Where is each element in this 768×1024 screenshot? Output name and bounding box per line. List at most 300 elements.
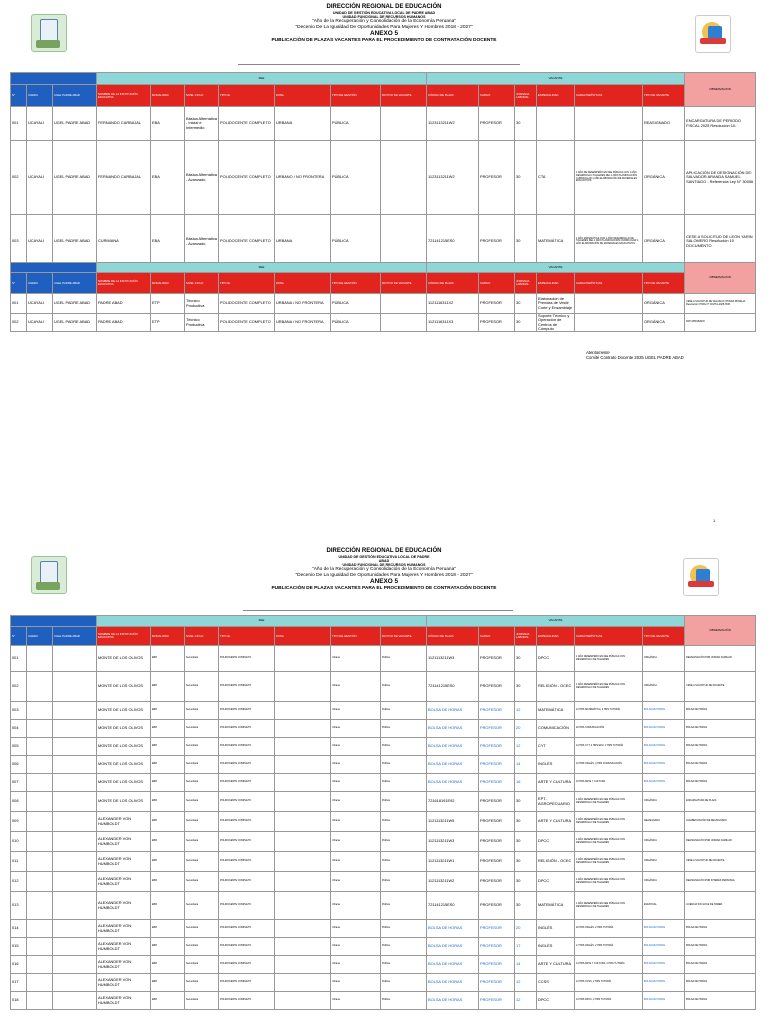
table-cell: POLIDOCENTE COMPLETO [219, 646, 275, 672]
table-cell: Urbana [331, 938, 381, 956]
table-cell: CYT [537, 738, 575, 756]
table-cell: UGEL PADRE ABAD [53, 294, 97, 314]
table-cell [53, 646, 97, 672]
table-cell: Secundaria [185, 956, 219, 974]
table-cell: Urbana [331, 672, 381, 702]
table-cell: 002 [11, 314, 27, 332]
table-cell: ALFABETIZACIÓN DE REASIGNADO [685, 812, 756, 832]
table-cell: BOLSA DE HORAS [685, 774, 756, 792]
table-cell: REASIGNACIÓN POR INTERÉS PERSONAL [685, 872, 756, 892]
table-cell: EBR [151, 774, 185, 792]
page-header [180, 4, 588, 43]
column-header: CÓDIGO DE PLAZA [427, 627, 479, 646]
table-cell: MATEMÁTICA [537, 892, 575, 920]
table-row [11, 774, 756, 792]
observation-header: OBSERVACIÓN [685, 616, 756, 646]
table-cell: 12 [515, 974, 537, 992]
table-cell: BOLSA DE HORAS [685, 720, 756, 738]
table-cell: 20 HRS INGLÉS, 2 HRS TUTORÍA [575, 920, 643, 938]
table-cell: PROFESOR [479, 646, 515, 672]
table-cell: FERNANDO CARBAJAL [97, 107, 151, 141]
table-cell: ORGÁNICA [643, 294, 685, 314]
table-cell [53, 852, 97, 872]
table-cell: UCAYALI [27, 314, 53, 332]
column-header: ESPECIALIDAD [537, 85, 575, 107]
table-cell: REASIGNACIÓN POR UNIDAD FAMILIAR [685, 832, 756, 852]
table-cell: 018 [11, 992, 27, 1010]
table-cell: DPCC [537, 646, 575, 672]
table-cell: POLIDOCENTE COMPLETO [219, 832, 275, 852]
section-header-vacante: VACANTE [427, 263, 685, 273]
table-cell: MATEMÁTICA [537, 215, 575, 269]
table-cell: 1 AÑO DESEMPEÑO EN IIEE PÚBLICA CON DESARROLLO DE TALLERES [575, 792, 643, 812]
table-cell [275, 920, 331, 938]
table-cell: POLIDOCENTE COMPLETO [219, 141, 275, 215]
table-cell: POLIDOCENTE COMPLETO [219, 938, 275, 956]
table-cell: 1 AÑO DESEMPEÑO EN IIEE PÚBLICA CON DESARROLLO DE TALLERES [575, 812, 643, 832]
table-cell: ETP [151, 314, 185, 332]
table-cell: 013 [11, 892, 27, 920]
ugel-logo-left [31, 14, 67, 52]
table-cell: CTA [537, 141, 575, 215]
table-cell [275, 892, 331, 920]
table-cell [27, 702, 53, 720]
table-cell: URBANA / NO FRONTERA [275, 314, 331, 332]
table-row [11, 992, 756, 1010]
table-row [11, 812, 756, 832]
table-cell: ARTE Y CULTURA [537, 812, 575, 832]
table-cell: 1 AÑO DESEMPEÑO EN IIEE PÚBLICA CON DESARROLLO DE TALLERES [575, 646, 643, 672]
column-header: NIVEL CICLO [185, 627, 219, 646]
table-cell: Secundaria [185, 920, 219, 938]
table-cell: Urbana [331, 792, 381, 812]
table-cell: Pública [381, 974, 427, 992]
table-cell: UCAYALI [27, 141, 53, 215]
column-header: ZONA [275, 85, 331, 107]
table-cell: PAP APROBADO [685, 314, 756, 332]
table-cell: 004 [11, 720, 27, 738]
table-cell: POLIDOCENTE COMPLETO [219, 792, 275, 812]
table-cell [27, 646, 53, 672]
table-cell: ALEXANDER VON HUMBOLDT [97, 992, 151, 1010]
table-cell: BOLSA DE HORAS [643, 992, 685, 1010]
table-cell: ALEXANDER VON HUMBOLDT [97, 956, 151, 974]
table-cell: 014 [11, 920, 27, 938]
table-cell: ORGÁNICA [643, 872, 685, 892]
table-cell: CESE A SOLICITUD DE VELASCO CHAVEZ ROSELIA Resolución N°DRL N° 001761-2025-HCB [685, 294, 756, 314]
table-row [11, 294, 756, 314]
table-cell [53, 872, 97, 892]
table-cell: 14 [515, 956, 537, 974]
table-cell: 011 [11, 852, 27, 872]
table-cell [275, 774, 331, 792]
table-cell [275, 832, 331, 852]
table-cell: Urbana [331, 646, 381, 672]
table-cell: Secundaria [185, 872, 219, 892]
table-cell: DPCC [537, 872, 575, 892]
table-cell: PÚBLICA [331, 215, 381, 269]
signature-committee: Comité Contrato Docente 2025 UGEL PADRE ABAD [586, 355, 684, 361]
table-cell: ALEXANDER VON HUMBOLDT [97, 974, 151, 992]
table-row [11, 974, 756, 992]
column-header: MOTIVO DE VACANTE [381, 273, 427, 294]
table-cell: Secundaria [185, 892, 219, 920]
table-cell: Secundaria [185, 938, 219, 956]
column-header: TIPO DE GESTIÓN [331, 627, 381, 646]
table-cell: Urbana [331, 720, 381, 738]
table-cell: Secundaria [185, 974, 219, 992]
table-cell [275, 792, 331, 812]
header-motto2: "Decenio De La Igualdad De Oportunidades Para Mujeres Y Hombres 2018 - 2027" [295, 24, 473, 30]
table-cell: EBR [151, 992, 185, 1010]
column-header: MOTIVO DE VACANTE [381, 627, 427, 646]
column-header: CÓDIGO DE PLAZA [427, 273, 479, 294]
table-cell: PROFESOR [479, 294, 515, 314]
table-cell: BOLSA DE HORAS [685, 956, 756, 974]
table-cell [275, 872, 331, 892]
column-header: JORNADA LABORAL [515, 273, 537, 294]
table-cell: BOLSA DE HORAS [685, 992, 756, 1010]
table-cell: Pública [381, 792, 427, 812]
table-row [11, 756, 756, 774]
table-cell: 1 AÑO DESEMPEÑO EN IIEE PÚBLICA CON DESARROLLO DE TALLERES [575, 892, 643, 920]
table-cell: Pública [381, 956, 427, 974]
table-cell: FERNANDO CARBAJAL [97, 141, 151, 215]
drec-logo-right [683, 558, 719, 596]
table-cell: Urbana [331, 756, 381, 774]
table-cell: EBR [151, 702, 185, 720]
table-cell: URBANA [275, 107, 331, 141]
table-cell: Básica Alternativa - Avanzado [185, 215, 219, 269]
table-cell: Básica Alternativa - Avanzado [185, 141, 219, 215]
header-sub2: UNIDAD FUNCIONAL DE RECURSOS HUMANOS [342, 563, 426, 568]
table-cell [53, 974, 97, 992]
table-cell: 002 [11, 141, 27, 215]
table-cell: UCAYALI [27, 215, 53, 269]
table-cell: UGEL PADRE ABAD [53, 215, 97, 269]
table-cell: Básica Alternativa - Inicial e Intermedio [185, 107, 219, 141]
table-cell: EBR [151, 892, 185, 920]
table-cell: 001 [11, 107, 27, 141]
table-cell: PROFESOR [479, 920, 515, 938]
table-cell: CURIMANA [97, 215, 151, 269]
table-cell: 30 [515, 294, 537, 314]
column-header: MODALIDAD [151, 627, 185, 646]
column-header: UGEDU [27, 627, 53, 646]
table-cell: Urbana [331, 872, 381, 892]
table-cell: PADRE ABAD [97, 294, 151, 314]
table-cell [53, 792, 97, 812]
table-cell: Secundaria [185, 812, 219, 832]
table-cell: INGLÉS [537, 756, 575, 774]
table-cell: 14 HRS ARTE Y CULTURA, 2 HRS TUTORÍA [575, 956, 643, 974]
table-cell: PROFESOR [479, 215, 515, 269]
annex-title: ANEXO 5 [369, 30, 399, 38]
table-cell: 017 [11, 974, 27, 992]
table-cell: ENCARGATURA DE PERIODO FISCAL 2025 Resolución 10- [685, 107, 756, 141]
table-cell: DPCC [537, 832, 575, 852]
table-cell: BOLSA DE HORAS [427, 956, 479, 974]
column-header: MODALIDAD [151, 273, 185, 294]
table-cell: 1 AÑO MATEMÁTICA CON 1 AÑO DESARROLLO DE TALLERES DEL 1 AÑO PLANIFICACIÓN CURRICULAR 1 AÑO ELABORACIÓN DE MATERIALES EDUCATIVOS [575, 215, 643, 269]
header-divider [238, 64, 520, 65]
table-cell: 1121113211W3 [427, 832, 479, 852]
table-cell: BOLSA DE HORAS [685, 756, 756, 774]
table-cell [53, 738, 97, 756]
table-cell: POLIDOCENTE COMPLETO [219, 756, 275, 774]
table-cell [381, 215, 427, 269]
table-cell: BOLSA DE HORAS [643, 774, 685, 792]
table-cell: REASIGNACIÓN POR UNIDAD FAMILIAR [685, 646, 756, 672]
table-cell: PROFESOR [479, 756, 515, 774]
table-cell: Urbana [331, 956, 381, 974]
header-motto1: "Año de la Recuperación y Consolidación de la Economía Peruana" [312, 567, 456, 573]
column-header: CARACTERÍSTICAS [575, 627, 643, 646]
table-cell: 002 [11, 672, 27, 702]
table-cell: POLIDOCENTE COMPLETO [219, 812, 275, 832]
table-cell: 30 [515, 852, 537, 872]
table-cell [575, 314, 643, 332]
page-header [180, 548, 588, 591]
table-cell: PROFESOR [479, 702, 515, 720]
table-cell: POLIDOCENTE COMPLETO [219, 774, 275, 792]
table-cell [53, 832, 97, 852]
table-cell: BOLSA DE HORAS [643, 938, 685, 956]
table-cell: BOLSA DE HORAS [643, 920, 685, 938]
table-cell: 16 HRS ARTE Y CULTURA [575, 774, 643, 792]
table-cell: POLIDOCENTE COMPLETO [219, 974, 275, 992]
table-cell: APLICACIÓN DE DESIGNACIÓN DE: SALVADOR ARANDA SAMUEL SANTIAGO - Referencia Ley N° 30056 [685, 141, 756, 215]
table-cell: 721141215ES0 [427, 672, 479, 702]
table-cell: BOLSA DE HORAS [643, 720, 685, 738]
table-cell: POLIDOCENTE COMPLETO [219, 992, 275, 1010]
page-2 [0, 540, 768, 1024]
column-header: MOTIVO DE VACANTE [381, 85, 427, 107]
header-title: DIRECCIÓN REGIONAL DE EDUCACIÓN [326, 4, 442, 10]
observation-header: OBSERVACION [685, 73, 756, 107]
table-cell: EBR [151, 720, 185, 738]
table-cell [27, 938, 53, 956]
table-cell: COMUNICACIÓN [537, 720, 575, 738]
table-cell: PROFESOR [479, 992, 515, 1010]
column-header: N° [11, 627, 27, 646]
table-cell: 1121116311X2 [427, 294, 479, 314]
column-header: CARACTERÍSTICAS [575, 273, 643, 294]
table-cell: 1121116311X3 [427, 314, 479, 332]
table-row [11, 215, 756, 269]
table-cell: 016 [11, 956, 27, 974]
table-cell [27, 832, 53, 852]
table-cell: BOLSA DE HORAS [643, 756, 685, 774]
table-cell [381, 107, 427, 141]
table-cell: 015 [11, 938, 27, 956]
table-cell: URBANO / NO FRONTERA [275, 141, 331, 215]
table-row [11, 646, 756, 672]
table-cell [27, 872, 53, 892]
table-cell: MONTE DE LOS OLIVOS [97, 738, 151, 756]
table-cell: PROFESOR [479, 774, 515, 792]
table-cell: 008 [11, 792, 27, 812]
table-cell: 1 AÑO DE DESEMPEÑO EN IIEE PÚBLICA CON 1 AÑO DESARROLLO TALLERES DEL 1 AÑO PLANIFICACIÓN CURRICULAR 1 AÑO ELABORACIÓN DE MATERIALES EDUCATIVOS [575, 141, 643, 215]
table-cell: Pública [381, 646, 427, 672]
table-cell: PROFESOR [479, 832, 515, 852]
table-cell: EBR [151, 812, 185, 832]
table-cell: EBR [151, 756, 185, 774]
table-cell: PROFESOR [479, 141, 515, 215]
table-cell: 30 [515, 141, 537, 215]
table-cell: POLIDOCENTE COMPLETO [219, 215, 275, 269]
table-cell: PROFESOR [479, 852, 515, 872]
table-cell: EBR [151, 792, 185, 812]
table-cell: EBR [151, 738, 185, 756]
table-cell [27, 738, 53, 756]
table-cell: 1 AÑO DESEMPEÑO EN IIEE PÚBLICA CON DESARROLLO DE TALLERES [575, 672, 643, 702]
table-cell: 001 [11, 646, 27, 672]
table-cell [27, 720, 53, 738]
section-header-iiee: IIEE [97, 73, 427, 85]
column-header: TIPO IE [219, 627, 275, 646]
table-cell: ORGÁNICA [643, 672, 685, 702]
table-cell: ALEXANDER VON HUMBOLDT [97, 872, 151, 892]
table-cell: Secundaria [185, 720, 219, 738]
table-cell [275, 812, 331, 832]
table-cell: MONTE DE LOS OLIVOS [97, 720, 151, 738]
column-header: JORNADA LABORAL [515, 627, 537, 646]
table-cell: PADRE ABAD [97, 314, 151, 332]
table-cell: 10 HRS INGLÉS, 4 HRS COMUNICACIÓN [575, 756, 643, 774]
table-cell [27, 672, 53, 702]
table-cell: Urbana [331, 774, 381, 792]
table-row [11, 938, 756, 956]
table-cell [275, 852, 331, 872]
column-header: N° [11, 273, 27, 294]
table-cell: 12 HRS MATEMÁTICA, 2 HRS TUTORÍA [575, 702, 643, 720]
table-cell: Secundaria [185, 756, 219, 774]
annex-subtitle: PUBLICACIÓN DE PLAZAS VACANTES PARA EL PROCEDIMIENTO DE CONTRATACIÓN DOCENTE [271, 37, 497, 43]
table-cell: 012 [11, 872, 27, 892]
table-cell: POLIDOCENTE COMPLETO [219, 672, 275, 702]
table-cell: RELIGIÓN - OCEC [537, 852, 575, 872]
table-cell [53, 774, 97, 792]
table-cell: MONTE DE LOS OLIVOS [97, 702, 151, 720]
table-cell: Urbana [331, 738, 381, 756]
table-row [11, 852, 756, 872]
table-cell: BOLSA DE HORAS [427, 992, 479, 1010]
table-cell: EBR [151, 938, 185, 956]
table-cell: BOLSA DE HORAS [427, 974, 479, 992]
table-cell: BOLSA DE HORAS [643, 702, 685, 720]
header-motto1: "Año de la Recuperación y Consolidación de la Economía Peruana" [312, 19, 456, 25]
header-motto2: "Decenio De La Igualdad De Oportunidades Para Mujeres Y Hombres 2018 - 2027" [295, 572, 473, 578]
column-header: UGEDU [27, 273, 53, 294]
table-cell: Secundaria [185, 832, 219, 852]
table-cell: MATEMÁTICA [537, 702, 575, 720]
table-cell: 14 [515, 756, 537, 774]
table-cell: BOLSA DE HORAS [427, 938, 479, 956]
table-row [11, 720, 756, 738]
header-blank [11, 616, 97, 627]
table-cell [575, 294, 643, 314]
annex-title: ANEXO 5 [369, 578, 399, 586]
table-cell: BOLSA DE HORAS [427, 738, 479, 756]
table-cell: EBA [151, 107, 185, 141]
table-cell: BOLSA DE HORAS [427, 756, 479, 774]
table-cell: Secundaria [185, 702, 219, 720]
table-cell: BOLSA DE HORAS [427, 920, 479, 938]
table-cell [27, 852, 53, 872]
table-cell: DPCC [537, 992, 575, 1010]
table-cell [275, 702, 331, 720]
table-cell: Pública [381, 872, 427, 892]
table-cell: EBR [151, 920, 185, 938]
table-cell: EBR [151, 852, 185, 872]
table-cell: PROFESOR [479, 872, 515, 892]
table-cell [27, 774, 53, 792]
table-cell: Urbana [331, 920, 381, 938]
table-cell: 1121113211W1 [427, 852, 479, 872]
table-cell: Secundaria [185, 672, 219, 702]
table-cell: 1121113211W3 [427, 646, 479, 672]
table-cell: BOLSA DE HORAS [685, 738, 756, 756]
table-cell: 17 HRS INGLÉS, 2 HRS TUTORÍA [575, 938, 643, 956]
column-header: TIPO DE GESTIÓN [331, 85, 381, 107]
table-cell: PROFESOR [479, 792, 515, 812]
column-header: N° [11, 85, 27, 107]
table-row [11, 920, 756, 938]
table-cell [53, 812, 97, 832]
table-cell: 1121113211W2 [427, 872, 479, 892]
table-cell: PÚBLICA [331, 314, 381, 332]
table-cell: 003 [11, 215, 27, 269]
table-cell: ALEXANDER VON HUMBOLDT [97, 832, 151, 852]
header-sub1: UNIDAD DE GESTIÓN EDUCATIVA LOCAL DE PADRE [338, 554, 430, 559]
table-cell: Pública [381, 920, 427, 938]
table-cell [381, 141, 427, 215]
table-cell: BOLSA DE HORAS [643, 974, 685, 992]
table-cell: Pública [381, 992, 427, 1010]
table-cell: 721141215ES0 [427, 892, 479, 920]
section-header-vacante: VACANTE [427, 616, 685, 627]
table-cell: POLIDOCENTE COMPLETO [219, 956, 275, 974]
page-number: 1 [713, 518, 716, 523]
table-cell: POLIDOCENTE COMPLETO [219, 107, 275, 141]
table-cell: EBR [151, 672, 185, 702]
table-cell: Secundaria [185, 992, 219, 1010]
table-cell: 20 [515, 920, 537, 938]
table-cell: Pública [381, 812, 427, 832]
table-cell: 30 [515, 672, 537, 702]
table-cell: 007 [11, 774, 27, 792]
table-cell: BOLSA DE HORAS [427, 702, 479, 720]
table-cell: CESE A SOLICITUD DE DOCENTE [685, 852, 756, 872]
table-cell [53, 702, 97, 720]
table-cell: 30 [515, 832, 537, 852]
table-cell: Pública [381, 738, 427, 756]
table-cell: BOLSA DE HORAS [643, 738, 685, 756]
table-cell [275, 956, 331, 974]
table-cell: PROFESOR [479, 892, 515, 920]
table-cell: CESE A SOLICITUD DE DOCENTE [685, 672, 756, 702]
table-cell: ALEXANDER VON HUMBOLDT [97, 938, 151, 956]
table-cell: POLIDOCENTE COMPLETO [219, 702, 275, 720]
table-cell [275, 646, 331, 672]
table-cell: 721141215ES0 [427, 215, 479, 269]
table-cell: 30 [515, 215, 537, 269]
signature-salutation: Atentamente [586, 350, 610, 355]
column-header: ESPECIALIDAD [537, 273, 575, 294]
column-header: TIPO DE GESTIÓN [331, 273, 381, 294]
table-cell: PROFESOR [479, 812, 515, 832]
